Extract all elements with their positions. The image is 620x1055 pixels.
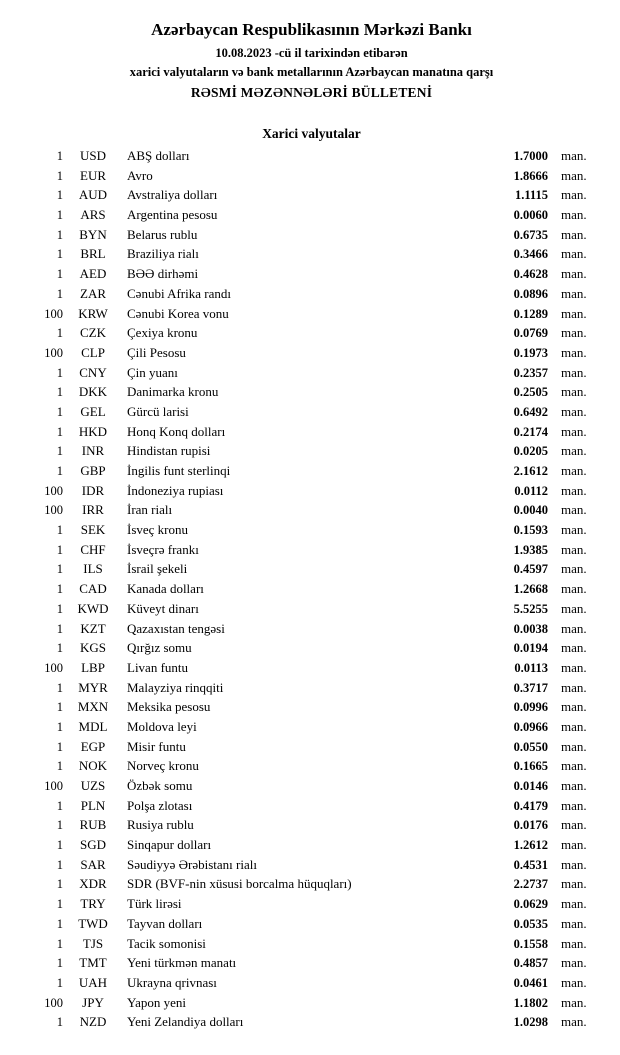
rate-unit: man. [561,640,587,656]
rate-row [25,205,598,225]
rate-value: 1.9385 [513,542,548,557]
rate-unit: man. [561,463,587,478]
currency-code: TWD [78,915,108,931]
rate-unit: man. [561,699,587,715]
quantity: 1 [56,877,63,892]
currency-code: XDR [79,876,107,892]
currency-name: BƏƏ dirhəmi [127,266,199,282]
quantity: 1 [56,562,63,577]
rate-row [25,815,598,835]
quantity: 1 [56,247,63,262]
quantity: 1 [56,838,63,853]
rate-row [25,500,598,520]
currency-name: ABŞ dolları [127,148,190,163]
rate-value: 0.0966 [513,719,548,734]
rate-value: 1.8666 [513,168,548,183]
quantity: 1 [56,857,63,872]
quantity: 1 [56,208,63,223]
currency-name: Özbək somu [127,778,193,793]
quantity: 1 [56,542,63,557]
quantity: 1 [56,798,63,813]
currency-code: KZT [80,620,106,636]
rate-row [25,934,598,954]
rates-list [25,146,598,1032]
currency-name: Honq Konq dolları [127,423,226,439]
currency-name: Hindistan rupisi [127,443,211,459]
currency-code: NZD [79,1014,107,1030]
rate-unit: man. [561,620,587,636]
quantity: 1 [56,168,63,183]
rate-row [25,422,598,442]
quantity: 1 [56,975,63,990]
currency-code: UAH [78,974,108,990]
bulletin-title: RƏSMİ MƏZƏNNƏLƏRİ BÜLLETENİ [190,85,433,100]
rate-value: 0.6735 [513,227,548,242]
rate-row [25,579,598,599]
currency-code: AED [79,266,107,282]
rate-value: 2.2737 [513,877,548,892]
quantity: 1 [56,385,63,400]
rate-row [25,717,598,737]
rate-unit: man. [561,876,587,892]
quantity: 1 [56,700,63,715]
currency-name: Kanada dolları [127,581,204,597]
currency-code: CNY [79,364,107,380]
rate-value: 0.0896 [513,286,548,301]
currency-name: Norveç kronu [127,758,199,774]
rate-value: 0.2174 [513,424,548,439]
rate-unit: man. [561,581,587,597]
currency-name: SDR (BVF-nin xüsusi borcalma hüquqları) [127,876,352,892]
currency-name: Rusiya rublu [127,817,194,833]
rate-value: 1.1802 [513,995,548,1010]
currency-code: EGP [80,738,106,754]
currency-code: LBP [81,659,105,675]
currency-code: ZAR [80,285,106,301]
currency-code: USD [79,148,106,163]
rate-value: 0.0176 [513,818,548,833]
quantity: 1 [56,936,63,951]
currency-code: TMT [79,955,107,971]
rate-unit: man. [561,718,587,734]
rate-value: 0.3466 [513,247,548,262]
currency-code: UZS [80,778,106,793]
currency-name: Cənubi Afrika randı [127,285,231,301]
quantity: 1 [56,739,63,754]
rate-value: 0.1289 [513,306,548,321]
rate-row [25,166,598,186]
rate-unit: man. [561,443,587,459]
description-line: xarici valyutaların və bank metallarının Azərbaycan manatına qarşı [129,65,494,79]
rate-value: 2.1612 [513,464,548,478]
currency-code: IDR [81,482,105,498]
section-title: Xarici valyutalar [262,126,361,141]
rate-value: 0.1558 [513,936,548,951]
quantity: 1 [56,1015,63,1030]
rate-row [25,973,598,993]
rate-unit: man. [561,915,587,931]
rate-unit: man. [561,344,587,360]
rate-value: 0.0769 [513,326,548,341]
rate-row [25,993,598,1013]
rate-value: 0.0550 [513,739,548,754]
currency-code: CHF [80,541,106,557]
currency-name: Səudiyyə Ərəbistanı rialı [127,856,257,872]
rate-row [25,658,598,678]
rate-row [25,441,598,461]
currency-name: Avstraliya dolları [127,187,218,203]
quantity: 1 [56,759,63,774]
page-title: Azərbaycan Respublikasının Mərkəzi Bankı [151,20,472,39]
rate-unit: man. [561,600,587,616]
rate-unit: man. [561,246,587,262]
rate-row [25,619,598,639]
currency-code: TRY [80,896,106,912]
currency-code: EUR [80,167,106,183]
quantity: 1 [56,227,63,242]
rate-value: 0.4628 [513,267,548,282]
rate-value: 0.0629 [513,897,548,912]
rate-value: 0.0040 [513,503,548,518]
rate-unit: man. [561,994,587,1010]
rate-row [25,835,598,855]
quantity: 1 [56,188,63,203]
currency-name: Argentina pesosu [127,207,218,223]
currency-code: KRW [78,305,108,321]
quantity: 1 [56,621,63,636]
rate-row [25,559,598,579]
currency-name: Çin yuanı [127,364,178,380]
currency-code: SEK [80,522,106,538]
rate-value: 0.4857 [513,956,548,971]
currency-name: Ukrayna qrivnası [127,974,217,990]
date-line: 10.08.2023 -cü il tarixindən etibarən [215,46,408,60]
quantity: 1 [56,719,63,734]
rate-row [25,540,598,560]
currency-code: CZK [80,325,106,341]
rate-unit: man. [561,285,587,301]
quantity: 1 [56,582,63,597]
currency-name: Avro [127,167,153,183]
rate-value: 0.2505 [513,385,548,400]
rate-value: 1.2612 [513,838,548,853]
quantity: 1 [56,464,63,478]
currency-name: Livan funtu [127,659,189,675]
rate-row [25,363,598,383]
rate-row [25,146,598,166]
quantity: 1 [56,523,63,538]
currency-name: Misir funtu [127,738,186,754]
quantity: 1 [56,404,63,419]
rate-unit: man. [561,797,587,813]
currency-code: SGD [79,837,106,853]
currency-code: AUD [78,187,108,203]
currency-name: Danimarka kronu [127,384,219,400]
rate-row [25,402,598,422]
rate-unit: man. [561,837,587,853]
rate-value: 0.3717 [513,680,548,695]
rate-row [25,461,598,481]
quantity: 1 [56,601,63,616]
rate-row [25,1012,598,1032]
currency-code: CLP [81,344,105,360]
rate-unit: man. [561,502,587,518]
rate-value: 0.0146 [513,779,548,793]
rate-value: 0.0535 [513,916,548,931]
currency-name: İsveçrə frankı [127,541,199,557]
rate-value: 0.4179 [513,798,548,813]
quantity: 1 [56,641,63,656]
rate-unit: man. [561,935,587,951]
currency-code: IRR [82,502,104,518]
currency-code: GBP [80,463,106,478]
rate-row [25,776,598,796]
currency-name: Türk lirəsi [127,896,182,912]
rate-unit: man. [561,266,587,282]
currency-code: TJS [82,935,104,951]
currency-code: HKD [78,423,108,439]
currency-code: CAD [79,581,107,597]
currency-code: INR [81,443,105,459]
rate-row [25,599,598,619]
rate-value: 0.1593 [513,523,548,538]
rate-row [25,796,598,816]
rate-row [25,737,598,757]
rate-unit: man. [561,541,587,557]
rate-row [25,697,598,717]
quantity: 100 [44,345,63,360]
rate-value: 0.0038 [513,621,548,636]
rate-unit: man. [561,758,587,774]
rate-value: 1.2668 [513,582,548,597]
quantity: 1 [56,365,63,380]
rate-unit: man. [561,896,587,912]
currency-name: Çili Pesosu [127,344,186,360]
rate-unit: man. [561,817,587,833]
rate-unit: man. [561,148,587,163]
rate-unit: man. [561,778,587,793]
currency-code: MXN [77,699,109,715]
quantity: 100 [44,660,63,675]
quantity: 100 [44,779,63,793]
rate-value: 0.0112 [514,483,548,498]
quantity: 1 [56,149,63,163]
rate-unit: man. [561,207,587,223]
currency-name: Meksika pesosu [127,699,211,715]
quantity: 100 [44,995,63,1010]
currency-code: PLN [80,797,106,813]
currency-name: Gürcü larisi [127,403,189,419]
rate-unit: man. [561,364,587,380]
rate-unit: man. [561,955,587,971]
rate-unit: man. [561,423,587,439]
rate-row [25,343,598,363]
currency-code: MDL [78,718,108,734]
currency-name: Yeni Zelandiya dolları [127,1014,244,1030]
quantity: 100 [44,503,63,518]
rate-unit: man. [561,856,587,872]
rate-value: 1.0298 [513,1015,548,1030]
rate-value: 0.0194 [513,641,548,656]
currency-name: Tacik somonisi [127,935,206,951]
rate-row [25,855,598,875]
currency-name: İngilis funt sterlinqi [127,463,231,478]
currency-code: KGS [79,640,106,656]
quantity: 1 [56,897,63,912]
rate-row [25,382,598,402]
rate-row [25,756,598,776]
rate-value: 0.0060 [513,208,548,223]
currency-code: DKK [78,384,108,400]
currency-name: Qırğız somu [127,640,192,656]
rate-value: 5.5255 [513,601,548,616]
rate-value: 0.1973 [513,345,548,360]
currency-code: JPY [82,994,104,1010]
rate-row [25,284,598,304]
rate-row [25,953,598,973]
currency-name: Çexiya kronu [127,325,198,341]
rate-unit: man. [561,167,587,183]
rate-value: 0.0461 [513,975,548,990]
rate-value: 0.0996 [513,700,548,715]
quantity: 1 [56,916,63,931]
rate-row [25,678,598,698]
rate-value: 0.0205 [513,444,548,459]
rate-unit: man. [561,482,587,498]
currency-name: Yapon yeni [127,994,186,1010]
currency-name: Qazaxıstan tengəsi [127,620,225,636]
quantity: 100 [44,483,63,498]
currency-code: NOK [78,758,108,774]
rate-row [25,185,598,205]
rate-value: 0.4597 [513,562,548,577]
rate-value: 1.1115 [515,188,548,203]
rate-row [25,264,598,284]
currency-name: İsveç kronu [127,522,189,538]
currency-code: KWD [77,600,109,616]
rate-unit: man. [561,226,587,242]
rate-unit: man. [561,679,587,695]
currency-name: İran rialı [127,502,173,518]
rate-value: 0.2357 [513,365,548,380]
rate-row [25,323,598,343]
currency-code: BRL [80,246,106,262]
currency-name: Braziliya rialı [127,246,199,262]
rate-value: 1.7000 [513,149,548,163]
rate-value: 0.1665 [513,759,548,774]
quantity: 1 [56,680,63,695]
rate-value: 0.0113 [514,660,548,675]
currency-name: Yeni türkmən manatı [127,955,237,971]
rate-row [25,894,598,914]
currency-name: İndoneziya rupiası [127,482,224,498]
rate-value: 0.4531 [513,857,548,872]
quantity: 1 [56,818,63,833]
rate-unit: man. [561,187,587,203]
rate-unit: man. [561,305,587,321]
rate-unit: man. [561,384,587,400]
quantity: 1 [56,286,63,301]
currency-code: SAR [80,856,106,872]
rate-row [25,481,598,501]
currency-code: GEL [80,403,106,419]
rate-row [25,638,598,658]
rate-row [25,225,598,245]
rate-value: 0.6492 [513,404,548,419]
rate-unit: man. [561,738,587,754]
currency-code: RUB [79,817,107,833]
rate-unit: man. [561,561,587,577]
rate-row [25,874,598,894]
rate-unit: man. [561,522,587,538]
quantity: 1 [56,444,63,459]
currency-code: MYR [78,679,108,695]
currency-name: Belarus rublu [127,226,198,242]
rate-row [25,520,598,540]
currency-name: Sinqapur dolları [127,837,212,853]
currency-name: Küveyt dinarı [127,600,199,616]
currency-name: İsrail şekeli [127,561,188,577]
quantity: 1 [56,267,63,282]
rate-unit: man. [561,659,587,675]
rate-unit: man. [561,1014,587,1030]
currency-name: Malayziya rinqqiti [127,679,224,695]
rate-row [25,914,598,934]
quantity: 1 [56,424,63,439]
quantity: 1 [56,326,63,341]
rate-row [25,244,598,264]
rate-unit: man. [561,974,587,990]
currency-code: ARS [80,207,106,223]
currency-code: BYN [79,226,107,242]
rate-unit: man. [561,403,587,419]
currency-name: Polşa zlotası [127,797,193,813]
currency-code: ILS [83,561,103,577]
quantity: 1 [56,956,63,971]
currency-name: Moldova leyi [127,718,197,734]
currency-name: Tayvan dolları [127,915,203,931]
rate-row [25,304,598,324]
quantity: 100 [44,306,63,321]
currency-name: Cənubi Korea vonu [127,305,229,321]
rate-unit: man. [561,325,587,341]
